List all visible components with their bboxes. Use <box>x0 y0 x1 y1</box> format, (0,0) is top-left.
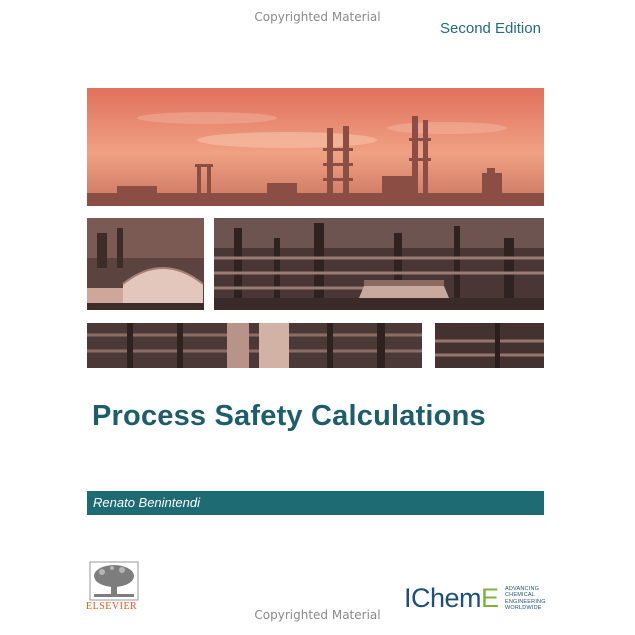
cover-photo-pipe-rack <box>87 323 422 368</box>
book-title: Process Safety Calculations <box>92 400 486 432</box>
icheme-tagline-line: CHEMICAL <box>505 592 536 599</box>
edition-label: Second Edition <box>440 20 541 37</box>
cover-photo-plant-pipes <box>214 218 544 310</box>
cover-photo-sunset-refinery <box>87 88 544 206</box>
copyright-watermark-bottom: Copyrighted Material <box>254 608 381 622</box>
icheme-tagline-line: ADVANCING <box>505 586 540 592</box>
icheme-name-accent: E <box>481 583 499 613</box>
copyright-watermark-top: Copyrighted Material <box>254 10 381 24</box>
icheme-tagline-line: WORLDWIDE <box>505 605 542 612</box>
elsevier-wordmark: ELSEVIER <box>86 601 138 612</box>
cover-photo-pipeline <box>435 323 544 368</box>
icheme-tagline-line: ENGINEERING <box>505 598 546 605</box>
cover-photo-storage-tanks <box>87 218 204 310</box>
author-name: Renato Benintendi <box>93 495 200 510</box>
icheme-name-main: IChem <box>404 583 482 613</box>
author-bar <box>87 491 544 515</box>
